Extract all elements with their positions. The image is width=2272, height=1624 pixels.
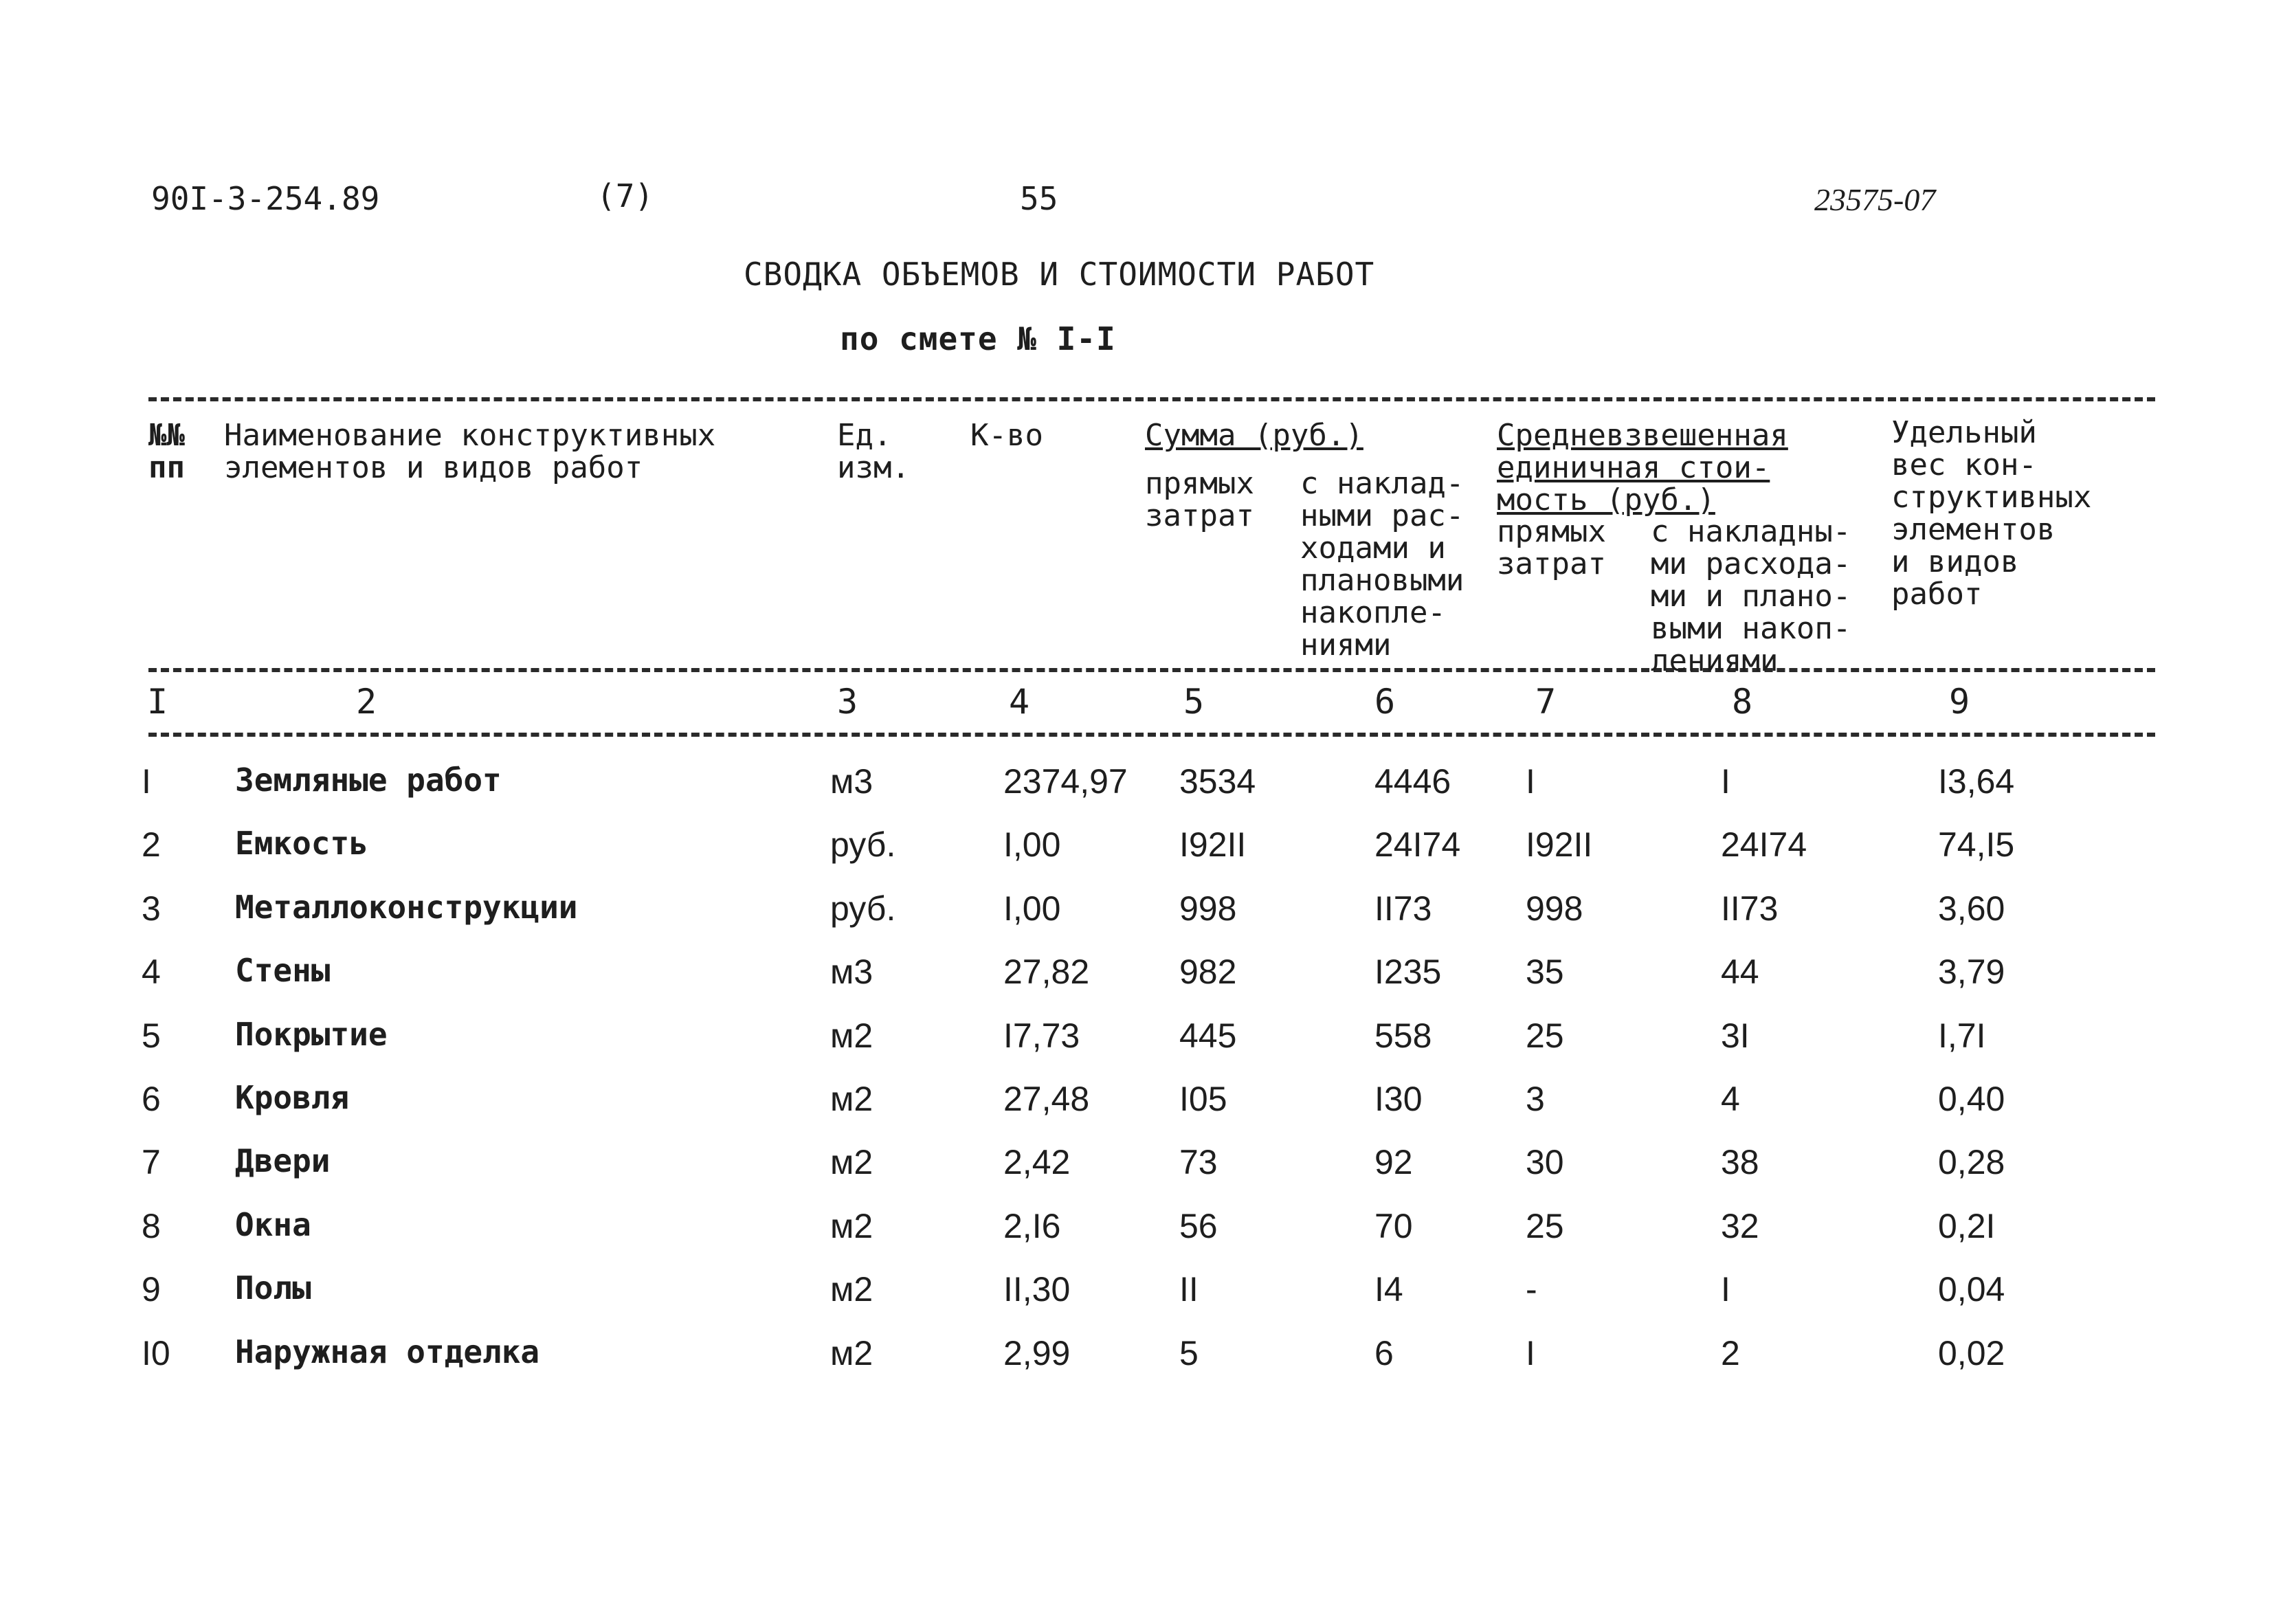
row-avg-overhead: 38 xyxy=(1721,1143,1759,1181)
row-overhead-cost: II73 xyxy=(1374,889,1432,928)
part-number: (7) xyxy=(597,177,654,214)
row-number: I0 xyxy=(142,1334,170,1372)
header-sum-group: Сумма (руб.) xyxy=(1145,418,1363,453)
row-avg-overhead: I xyxy=(1721,762,1730,801)
estimate-subtitle: по смете № I-I xyxy=(840,320,1116,357)
row-avg-overhead: 2 xyxy=(1721,1334,1740,1372)
inventory-number: 23575-07 xyxy=(1814,182,1936,217)
column-number-7: 7 xyxy=(1535,682,1557,722)
row-name: Двери xyxy=(235,1142,331,1179)
row-number: 2 xyxy=(142,825,161,864)
row-unit: м2 xyxy=(830,1334,873,1372)
page-number: 55 xyxy=(1020,180,1058,217)
row-avg-overhead: 4 xyxy=(1721,1080,1740,1118)
row-direct-cost: 982 xyxy=(1179,953,1237,991)
header-quantity: К-во xyxy=(970,418,1043,453)
row-overhead-cost: 4446 xyxy=(1374,762,1451,801)
row-number: 8 xyxy=(142,1207,161,1245)
row-avg-direct: 25 xyxy=(1526,1016,1564,1055)
row-number: 9 xyxy=(142,1270,161,1309)
row-direct-cost: 445 xyxy=(1179,1016,1237,1055)
row-weight: 0,2I xyxy=(1938,1207,1996,1245)
row-quantity: 27,82 xyxy=(1003,953,1090,991)
row-unit: руб. xyxy=(830,889,896,928)
column-numbers-rule xyxy=(148,733,2155,737)
header-sum-direct: прямых затрат xyxy=(1145,466,1254,533)
row-unit: руб. xyxy=(830,825,896,864)
row-overhead-cost: 6 xyxy=(1374,1334,1394,1372)
row-avg-direct: 35 xyxy=(1526,953,1564,991)
row-avg-overhead: 44 xyxy=(1721,953,1759,991)
row-direct-cost: 73 xyxy=(1179,1143,1218,1181)
header-bottom-rule xyxy=(148,668,2155,672)
row-direct-cost: 3534 xyxy=(1179,762,1256,801)
row-name: Наружная отделка xyxy=(235,1333,540,1370)
column-number-6: 6 xyxy=(1374,682,1396,722)
header-row-number: №№ пп xyxy=(148,418,185,485)
row-overhead-cost: 92 xyxy=(1374,1143,1413,1181)
document-code: 90I-3-254.89 xyxy=(151,180,380,217)
row-direct-cost: 56 xyxy=(1179,1207,1218,1245)
row-avg-overhead: I xyxy=(1721,1270,1730,1309)
row-overhead-cost: I235 xyxy=(1374,953,1442,991)
row-overhead-cost: I30 xyxy=(1374,1080,1423,1118)
row-overhead-cost: 24I74 xyxy=(1374,825,1461,864)
column-number-5: 5 xyxy=(1183,682,1205,722)
row-name: Покрытие xyxy=(235,1016,388,1053)
row-unit: м2 xyxy=(830,1143,873,1181)
column-number-9: 9 xyxy=(1949,682,1970,722)
row-avg-direct: I xyxy=(1526,762,1535,801)
row-quantity: II,30 xyxy=(1003,1270,1071,1309)
row-avg-direct: I xyxy=(1526,1334,1535,1372)
table-top-rule xyxy=(148,397,2155,401)
column-number-2: 2 xyxy=(356,682,377,722)
row-quantity: I,00 xyxy=(1003,825,1061,864)
row-weight: 0,04 xyxy=(1938,1270,2005,1309)
column-number-8: 8 xyxy=(1732,682,1753,722)
row-name: Металлоконструкции xyxy=(235,889,578,926)
row-unit: м2 xyxy=(830,1270,873,1309)
row-name: Кровля xyxy=(235,1079,350,1116)
row-name: Полы xyxy=(235,1269,311,1306)
row-avg-direct: 3 xyxy=(1526,1080,1545,1118)
row-weight: 0,28 xyxy=(1938,1143,2005,1181)
row-direct-cost: 5 xyxy=(1179,1334,1199,1372)
row-name: Земляные работ xyxy=(235,761,502,799)
row-unit: м3 xyxy=(830,762,873,801)
column-number-4: 4 xyxy=(1009,682,1030,722)
row-quantity: I,00 xyxy=(1003,889,1061,928)
row-number: 5 xyxy=(142,1016,161,1055)
row-number: 3 xyxy=(142,889,161,928)
row-weight: 3,60 xyxy=(1938,889,2005,928)
header-name: Наименование конструктивных элементов и видов работ xyxy=(224,418,716,485)
header-avg-overhead: с накладны- ми расхода- ми и плано- выми накоп- лениями xyxy=(1651,514,1851,678)
row-weight: 0,02 xyxy=(1938,1334,2005,1372)
row-weight: I,7I xyxy=(1938,1016,1986,1055)
row-overhead-cost: 558 xyxy=(1374,1016,1432,1055)
row-avg-direct: 30 xyxy=(1526,1143,1564,1181)
row-direct-cost: II xyxy=(1179,1270,1199,1309)
row-name: Стены xyxy=(235,952,331,989)
row-avg-overhead: 3I xyxy=(1721,1016,1750,1055)
row-name: Емкость xyxy=(235,825,368,862)
row-avg-direct: I92II xyxy=(1526,825,1593,864)
column-number-3: 3 xyxy=(837,682,858,722)
header-avg-group: Средневзвешенная единичная стои- мость (руб.) xyxy=(1497,418,1788,518)
row-avg-overhead: 24I74 xyxy=(1721,825,1807,864)
header-avg-direct: прямых затрат xyxy=(1497,514,1606,581)
row-direct-cost: 998 xyxy=(1179,889,1237,928)
row-weight: 74,I5 xyxy=(1938,825,2015,864)
row-avg-direct: 998 xyxy=(1526,889,1583,928)
row-unit: м2 xyxy=(830,1080,873,1118)
row-avg-overhead: 32 xyxy=(1721,1207,1759,1245)
row-number: I xyxy=(142,762,151,801)
header-sum-overhead: с наклад- ными рас- ходами и плановыми накопле- ниями xyxy=(1300,466,1464,663)
row-weight: I3,64 xyxy=(1938,762,2015,801)
row-unit: м2 xyxy=(830,1016,873,1055)
row-direct-cost: I05 xyxy=(1179,1080,1227,1118)
row-avg-direct: - xyxy=(1526,1270,1537,1309)
row-avg-direct: 25 xyxy=(1526,1207,1564,1245)
row-quantity: 27,48 xyxy=(1003,1080,1090,1118)
row-unit: м2 xyxy=(830,1207,873,1245)
row-overhead-cost: 70 xyxy=(1374,1207,1413,1245)
header-weight: Удельный вес кон- структивных элементов и видов работ xyxy=(1891,415,2092,612)
header-unit: Ед. изм. xyxy=(837,418,910,485)
row-overhead-cost: I4 xyxy=(1374,1270,1403,1309)
row-weight: 0,40 xyxy=(1938,1080,2005,1118)
row-avg-overhead: II73 xyxy=(1721,889,1779,928)
row-quantity: 2374,97 xyxy=(1003,762,1128,801)
row-quantity: 2,42 xyxy=(1003,1143,1071,1181)
row-name: Окна xyxy=(235,1206,311,1243)
row-direct-cost: I92II xyxy=(1179,825,1247,864)
row-unit: м3 xyxy=(830,953,873,991)
column-number-1: I xyxy=(147,682,168,722)
row-number: 4 xyxy=(142,953,161,991)
row-number: 7 xyxy=(142,1143,161,1181)
row-weight: 3,79 xyxy=(1938,953,2005,991)
row-number: 6 xyxy=(142,1080,161,1118)
document-title: СВОДКА ОБЪЕМОВ И СТОИМОСТИ РАБОТ xyxy=(744,256,1375,293)
row-quantity: I7,73 xyxy=(1003,1016,1080,1055)
row-quantity: 2,I6 xyxy=(1003,1207,1061,1245)
row-quantity: 2,99 xyxy=(1003,1334,1071,1372)
